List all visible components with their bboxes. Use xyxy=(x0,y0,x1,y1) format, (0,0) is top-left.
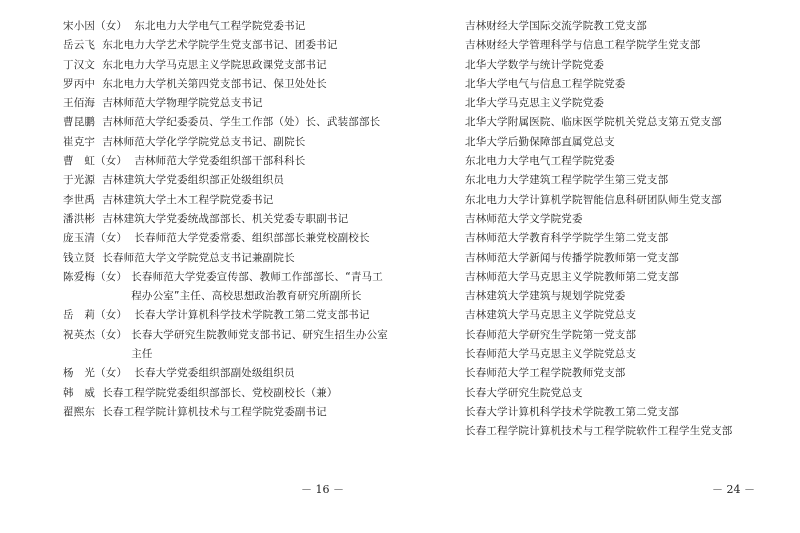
person-title: 长春工程学院计算机技术与工程学院党委副书记 xyxy=(102,405,327,418)
person-title: 东北电力大学电气工程学院党委书记 xyxy=(134,20,306,32)
person-title: 长春工程学院党委组织部部长、党校副校长（兼） xyxy=(102,386,338,399)
person-name: 宋小因（女） xyxy=(63,20,128,32)
organization-item: 吉林师范大学教育科学学院学生第二党支部 xyxy=(465,232,669,245)
organization-item: 北华大学马克思主义学院党委 xyxy=(465,97,605,110)
list-item xyxy=(63,36,393,55)
list-item xyxy=(63,133,393,152)
person-title: 东北电力大学机关第四党支部书记、保卫处处长 xyxy=(102,77,327,90)
person-name: 庞玉清（女） xyxy=(63,232,128,245)
list-item xyxy=(63,75,393,94)
list-item xyxy=(63,191,393,210)
organization-item: 长春大学研究生院党总支 xyxy=(465,386,583,399)
organization-item: 长春工程学院计算机技术与工程学院软件工程学生党支部 xyxy=(465,425,733,438)
person-title: 东北电力大学艺术学院学生党支部书记、团委书记 xyxy=(102,39,338,52)
person-name: 杨 光（女） xyxy=(63,367,128,380)
list-item xyxy=(63,171,393,190)
person-title: 吉林建筑大学党委组织部正处级组织员 xyxy=(102,174,285,187)
organization-item: 吉林财经大学管理科学与信息工程学院学生党支部 xyxy=(465,39,701,52)
organization-item: 北华大学数学与统计学院党委 xyxy=(465,58,605,71)
person-name: 李世禹 xyxy=(63,193,96,206)
list-item xyxy=(63,94,393,113)
person-title: 吉林建筑大学土木工程学院党委书记 xyxy=(102,193,274,206)
person-name: 岳 莉（女） xyxy=(63,309,128,322)
organization-list xyxy=(465,17,795,442)
list-item xyxy=(63,403,393,422)
organization-item: 东北电力大学电气工程学院党委 xyxy=(465,155,615,168)
honoree-list xyxy=(63,17,393,422)
right-page xyxy=(400,0,800,533)
list-item xyxy=(63,326,393,365)
person-title: 长春师范大学党委常委、组织部部长兼党校副校长 xyxy=(134,232,370,245)
person-name: 潘洪彬 xyxy=(63,212,96,225)
person-name: 曹昆鹏 xyxy=(63,116,96,129)
list-item xyxy=(63,210,393,229)
person-title: 吉林师范大学党委组织部干部科科长 xyxy=(134,155,306,168)
list-item xyxy=(63,306,393,325)
organization-item: 吉林财经大学国际交流学院教工党支部 xyxy=(465,20,647,32)
organization-item: 北华大学附属医院、临床医学院机关党总支第五党支部 xyxy=(465,116,722,129)
list-item xyxy=(63,384,393,403)
organization-item: 吉林师范大学新闻与传播学院教师第一党支部 xyxy=(465,251,679,264)
organization-item: 吉林师范大学马克思主义学院教师第二党支部 xyxy=(465,270,679,283)
person-title: 吉林师范大学化学学院党总支书记、副院长 xyxy=(102,135,306,148)
list-item xyxy=(63,56,393,75)
list-item xyxy=(63,268,393,307)
person-name: 崔克宇 xyxy=(63,135,96,148)
organization-item: 吉林建筑大学马克思主义学院党总支 xyxy=(465,309,637,322)
person-title: 东北电力大学马克思主义学院思政课党支部书记 xyxy=(102,58,327,71)
list-item xyxy=(63,364,393,383)
organization-item: 长春师范大学马克思主义学院党总支 xyxy=(465,348,637,361)
person-name: 钱立贤 xyxy=(63,251,96,264)
organization-item: 长春大学计算机科学技术学院教工第二党支部 xyxy=(465,405,679,418)
person-name: 韩 威 xyxy=(63,386,96,399)
list-item xyxy=(63,17,393,36)
person-name: 于光源 xyxy=(63,174,96,187)
organization-item: 北华大学电气与信息工程学院党委 xyxy=(465,77,626,90)
person-title: 长春师范大学文学院党总支书记兼副院长 xyxy=(102,251,295,264)
person-name: 丁汉文 xyxy=(63,58,96,71)
person-name: 罗丙中 xyxy=(63,77,96,90)
organization-item: 吉林师范大学文学院党委 xyxy=(465,212,583,225)
person-title: 吉林建筑大学党委统战部部长、机关党委专职副书记 xyxy=(102,212,349,225)
person-title: 吉林师范大学物理学院党总支书记 xyxy=(102,97,263,110)
person-name: 祝英杰（女） xyxy=(63,328,128,341)
list-item xyxy=(63,229,393,248)
person-name: 陈爱梅（女） xyxy=(63,270,128,283)
page-number: － 24 － xyxy=(712,483,755,496)
person-title: 长春大学计算机科学技术学院教工第二党支部书记 xyxy=(134,309,370,322)
organization-item: 东北电力大学计算机学院智能信息科研团队师生党支部 xyxy=(465,193,722,206)
person-name: 翟熙东 xyxy=(63,405,96,418)
page-number: － 16 － xyxy=(301,483,344,496)
list-item xyxy=(63,113,393,132)
organization-item: 长春师范大学工程学院教师党支部 xyxy=(465,367,626,380)
list-item xyxy=(63,152,393,171)
person-title: 吉林师范大学纪委委员、学生工作部（处）长、武装部部长 xyxy=(102,116,381,129)
person-title: 长春大学研究生院教师党支部书记、研究生招生办公室主任 xyxy=(131,328,389,361)
person-title: 长春大学党委组织部副处级组织员 xyxy=(134,367,295,380)
person-name: 曹 虹（女） xyxy=(63,155,128,168)
person-name: 王佰海 xyxy=(63,97,96,110)
organization-item: 吉林建筑大学建筑与规划学院党委 xyxy=(465,290,626,303)
person-name: 岳云飞 xyxy=(63,39,96,52)
organization-item: 北华大学后勤保障部直属党总支 xyxy=(465,135,615,148)
person-title: 长春师范大学党委宣传部、教师工作部部长、“青马工程办公室”主任、高校思想政治教育研究所副所长 xyxy=(131,270,383,303)
list-item xyxy=(63,249,393,268)
organization-item: 东北电力大学建筑工程学院学生第三党支部 xyxy=(465,174,669,187)
organization-item: 长春师范大学研究生学院第一党支部 xyxy=(465,328,637,341)
